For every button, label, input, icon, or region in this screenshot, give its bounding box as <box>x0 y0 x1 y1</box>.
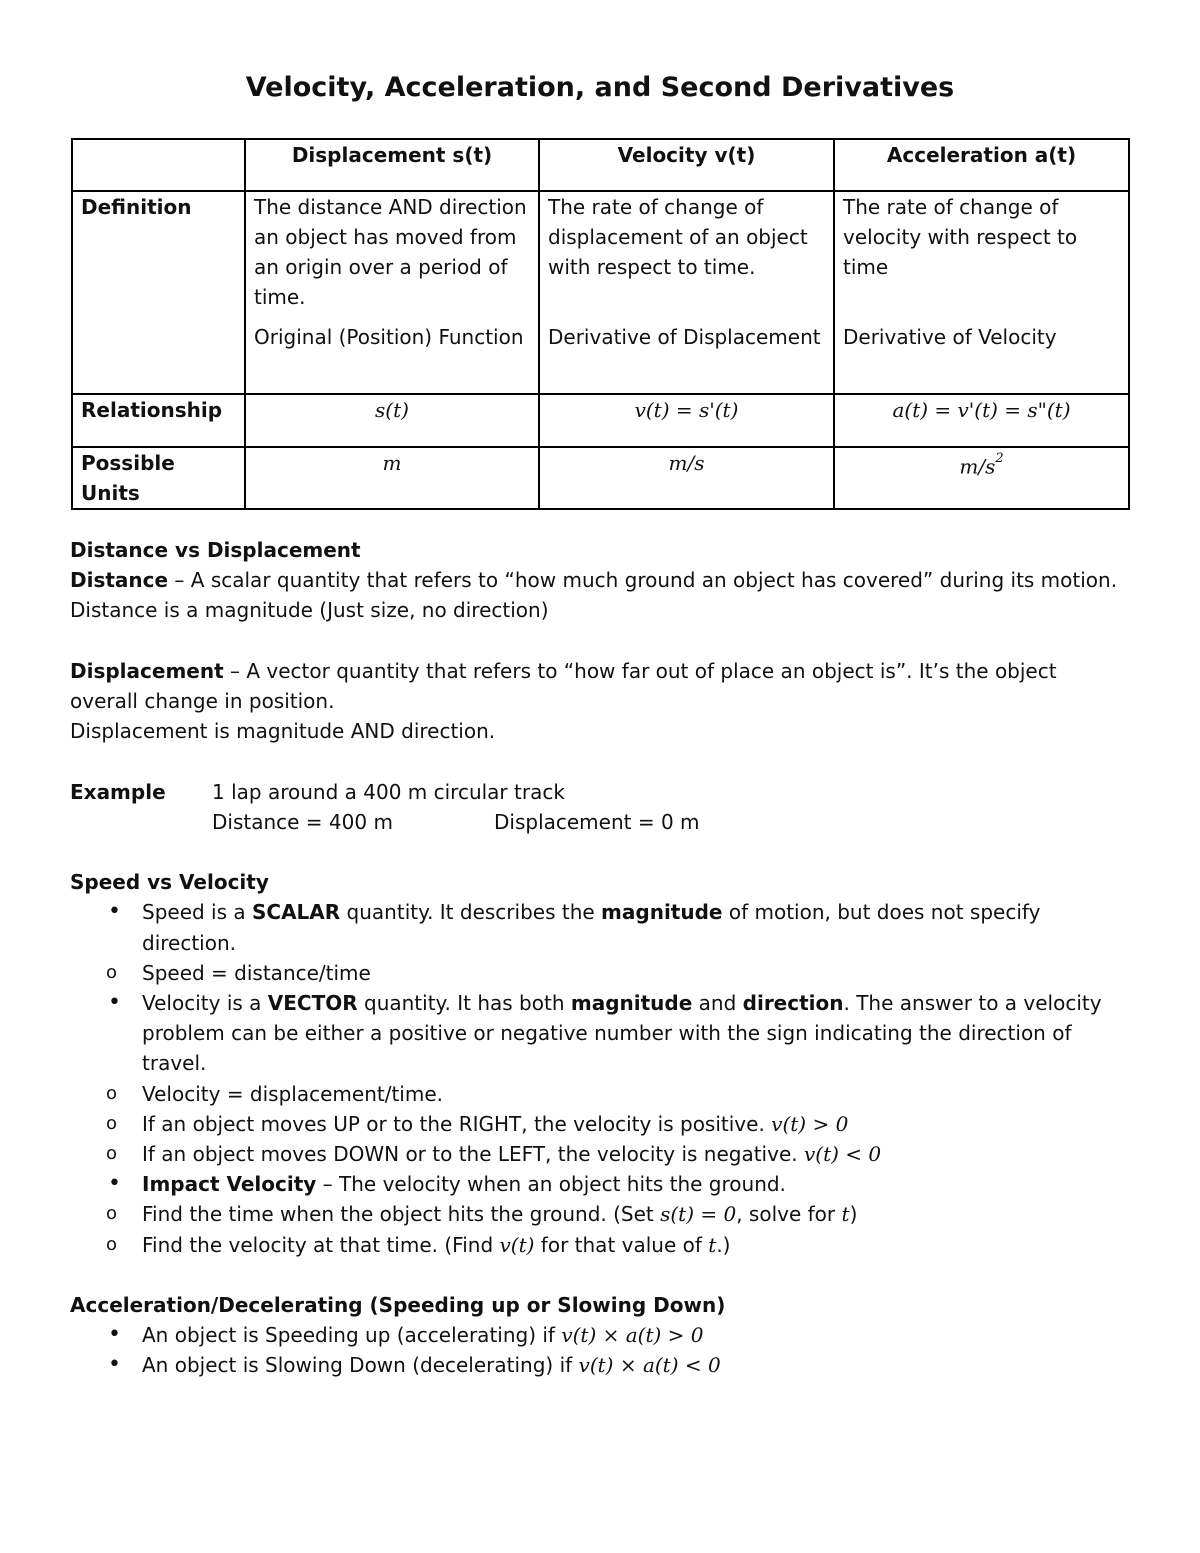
velocity-text-b: VECTOR <box>267 991 358 1015</box>
acceleration-list <box>70 1320 1130 1380</box>
speed-text-d: magnitude <box>601 900 723 925</box>
speed-list <box>70 897 1130 1259</box>
velocity-text-a: Velocity is a <box>142 991 268 1015</box>
units-label: Possible Units <box>72 447 245 509</box>
list-item <box>70 1350 1130 1380</box>
relationship-acceleration: a(t) = v'(t) = s"(t) <box>834 394 1129 447</box>
impact-sub1-a: Find the time when the object hits the ground. (Set <box>142 1202 661 1227</box>
slowing-down-math: v(t) × a(t) < 0 <box>578 1353 721 1378</box>
example-line2 <box>70 807 1130 837</box>
impact-sub2-math: v(t) <box>499 1232 535 1257</box>
impact-text: – The velocity when an object hits the ground. <box>316 1172 786 1197</box>
definition-acceleration-cell <box>834 191 1129 394</box>
impact-sub2-b: for that value of <box>534 1232 709 1257</box>
definition-velocity-note: Derivative of Displacement <box>548 325 821 349</box>
displacement-line2: Displacement is magnitude AND direction. <box>70 719 496 744</box>
list-item: o Velocity = displacement/time. <box>70 1079 1130 1109</box>
acceleration-heading: Acceleration/Decelerating (Speeding up or Slowing Down) <box>70 1293 726 1318</box>
impact-sub1-t: t <box>841 1202 850 1227</box>
table-header-row <box>72 139 1129 191</box>
example-distance: Distance = 400 m <box>212 809 393 834</box>
relationship-velocity: v(t) = s'(t) <box>539 394 834 447</box>
definition-velocity: The rate of change of displacement of an object with respect to time. <box>548 195 808 279</box>
speeding-up-text: An object is Speeding up (accelerating) if <box>142 1323 562 1348</box>
definition-acceleration: The rate of change of velocity with respect to time <box>843 195 1078 279</box>
speeding-up-math: v(t) × a(t) > 0 <box>561 1323 704 1348</box>
velocity-negative-text: If an object moves DOWN or to the LEFT, the velocity is negative. <box>142 1142 804 1167</box>
velocity-text-c: quantity. It has both <box>357 991 571 1015</box>
page-title: Velocity, Acceleration, and Second Derivatives <box>245 72 955 103</box>
units-displacement: m <box>245 447 539 509</box>
impact-sub2-a: Find the velocity at that time. (Find <box>142 1232 500 1257</box>
velocity-text-g: . The answer to a velocity problem can be either a positive or negative number with the sign indicating the direction of travel. <box>142 991 1102 1076</box>
displacement-term: Displacement <box>70 658 224 683</box>
distance-section <box>70 535 1130 1381</box>
example-line1 <box>70 777 1130 807</box>
speed-text-a: Speed is a <box>142 900 252 925</box>
distance-definition <box>70 565 1130 595</box>
definition-velocity-cell <box>539 191 834 394</box>
distance-line2: Distance is a magnitude (Just size, no direction) <box>70 598 549 623</box>
relationship-row <box>72 394 1129 447</box>
units-acceleration: m/s <box>959 454 996 479</box>
velocity-text-e: and <box>692 991 743 1015</box>
example-text: 1 lap around a 400 m circular track <box>212 779 565 804</box>
velocity-text-d: magnitude <box>570 991 693 1015</box>
impact-term: Impact Velocity <box>142 1172 317 1197</box>
impact-sub1-b: , solve for <box>736 1202 842 1227</box>
header-empty <box>72 139 245 191</box>
units-velocity: m/s <box>539 447 834 509</box>
list-item <box>70 1320 1130 1350</box>
list-item <box>70 1109 1130 1139</box>
definition-displacement-note: Original (Position) Function <box>254 325 524 349</box>
velocity-positive-text: If an object moves UP or to the RIGHT, the velocity is positive. <box>142 1111 772 1136</box>
header-velocity: Velocity v(t) <box>539 139 834 191</box>
example-displacement: Displacement = 0 m <box>494 809 700 834</box>
list-item <box>70 1169 1130 1260</box>
impact-sub1-math: s(t) = 0 <box>660 1202 737 1227</box>
list-item <box>70 897 1130 988</box>
list-item <box>70 1139 1130 1169</box>
velocity-text-f: direction <box>742 991 844 1015</box>
units-acceleration-exponent: 2 <box>995 451 1004 466</box>
list-item: o Speed = distance/time <box>70 958 1130 988</box>
slowing-down-text: An object is Slowing Down (decelerating) if <box>142 1353 579 1378</box>
definition-label: Definition <box>72 191 245 394</box>
list-item <box>70 1199 1130 1229</box>
definition-row <box>72 191 1129 394</box>
displacement-definition <box>70 656 1130 716</box>
relationship-displacement: s(t) <box>245 394 539 447</box>
speed-text-b: SCALAR <box>252 900 341 925</box>
velocity-positive-math: v(t) > 0 <box>771 1111 849 1136</box>
definition-displacement-cell <box>245 191 539 394</box>
impact-sub1-c: ) <box>849 1202 858 1227</box>
velocity-negative-math: v(t) < 0 <box>803 1142 882 1167</box>
summary-table <box>71 138 1130 510</box>
displacement-text: – A vector quantity that refers to “how far out of place an object is”. It’s the object overall change in position. <box>70 658 1057 713</box>
example-label: Example <box>70 779 166 804</box>
speed-text-e: of motion, but does not specify direction. <box>142 900 1041 955</box>
definition-displacement: The distance AND direction an object has moved from an origin over a period of time. <box>254 195 527 309</box>
impact-sub2-t: t <box>708 1232 717 1257</box>
header-acceleration: Acceleration a(t) <box>834 139 1129 191</box>
list-item <box>70 1230 1130 1260</box>
distance-heading: Distance vs Displacement <box>70 538 361 562</box>
distance-text: – A scalar quantity that refers to “how much ground an object has covered” during its motion. <box>168 568 1118 593</box>
units-acceleration-cell <box>834 447 1129 509</box>
distance-term: Distance <box>70 568 169 593</box>
units-row <box>72 447 1129 509</box>
list-item <box>70 988 1130 1169</box>
header-displacement: Displacement s(t) <box>245 139 539 191</box>
speed-heading: Speed vs Velocity <box>70 870 269 895</box>
relationship-label: Relationship <box>72 394 245 447</box>
speed-text-c: quantity. It describes the <box>340 900 602 925</box>
definition-acceleration-note: Derivative of Velocity <box>843 325 1057 349</box>
impact-sub2-c: .) <box>716 1232 731 1257</box>
